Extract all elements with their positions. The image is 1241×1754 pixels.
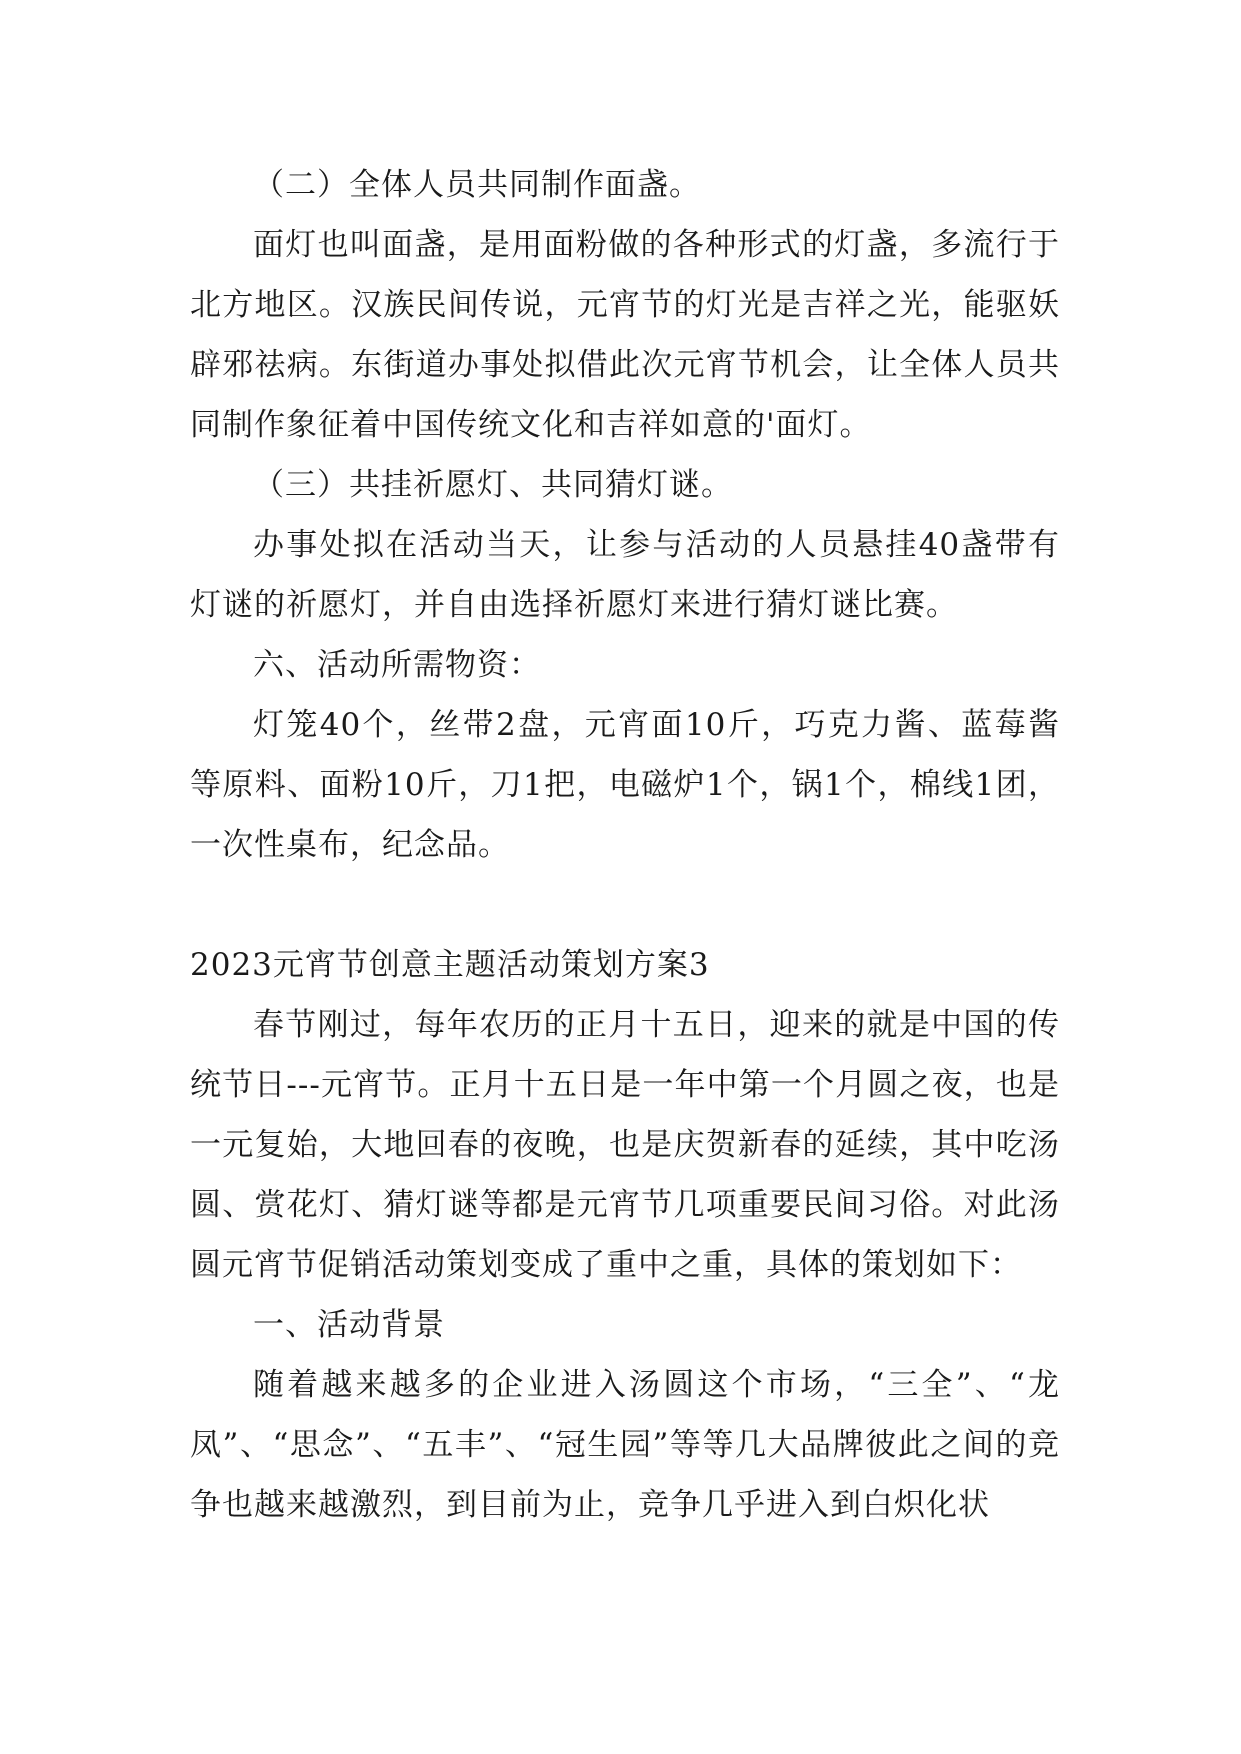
paragraph-subheading-2: （二）全体人员共同制作面盏。 [253,167,701,203]
paragraph-supplies-list: 灯笼40个，丝带2盘，元宵面10斤，巧克力酱、蓝莓酱等原料、面粉10斤，刀1把，电磁炉1个，锅1个，棉线1团，一次性桌布，纪念品。 [190,707,1060,863]
paragraph-background-body: 随着越来越多的企业进入汤圆这个市场，“三全”、“龙凤”、“思念”、“五丰”、“冠生园”等等几大品牌彼此之间的竞争也越来越激烈，到目前为止，竞争几乎进入到白炽化状 [190,1367,1060,1523]
paragraph-lantern-riddles: 办事处拟在活动当天，让参与活动的人员悬挂40盏带有灯谜的祈愿灯，并自由选择祈愿灯来进行猜灯谜比赛。 [190,527,1060,623]
document-body [190,155,1060,1535]
paragraph-face-lamp: 面灯也叫面盏，是用面粉做的各种形式的灯盏，多流行于北方地区。汉族民间传说，元宵节的灯光是吉祥之光，能驱妖辟邪祛病。东街道办事处拟借此次元宵节机会，让全体人员共同制作象征着中国传统文化和吉祥如意的'面灯。 [190,227,1060,443]
paragraph-heading-supplies: 六、活动所需物资： [253,647,541,683]
section-spacer [190,875,1060,935]
paragraph-subheading-3: （三）共挂祈愿灯、共同猜灯谜。 [253,467,733,503]
paragraph-intro: 春节刚过，每年农历的正月十五日，迎来的就是中国的传统节日---元宵节。正月十五日是一年中第一个月圆之夜，也是一元复始，大地回春的夜晚，也是庆贺新春的延续，其中吃汤圆、赏花灯、猜灯谜等都是元宵节几项重要民间习俗。对此汤圆元宵节促销活动策划变成了重中之重，具体的策划如下： [190,1007,1060,1283]
section-title: 2023元宵节创意主题活动策划方案3 [190,947,710,983]
paragraph-heading-background: 一、活动背景 [253,1307,445,1343]
